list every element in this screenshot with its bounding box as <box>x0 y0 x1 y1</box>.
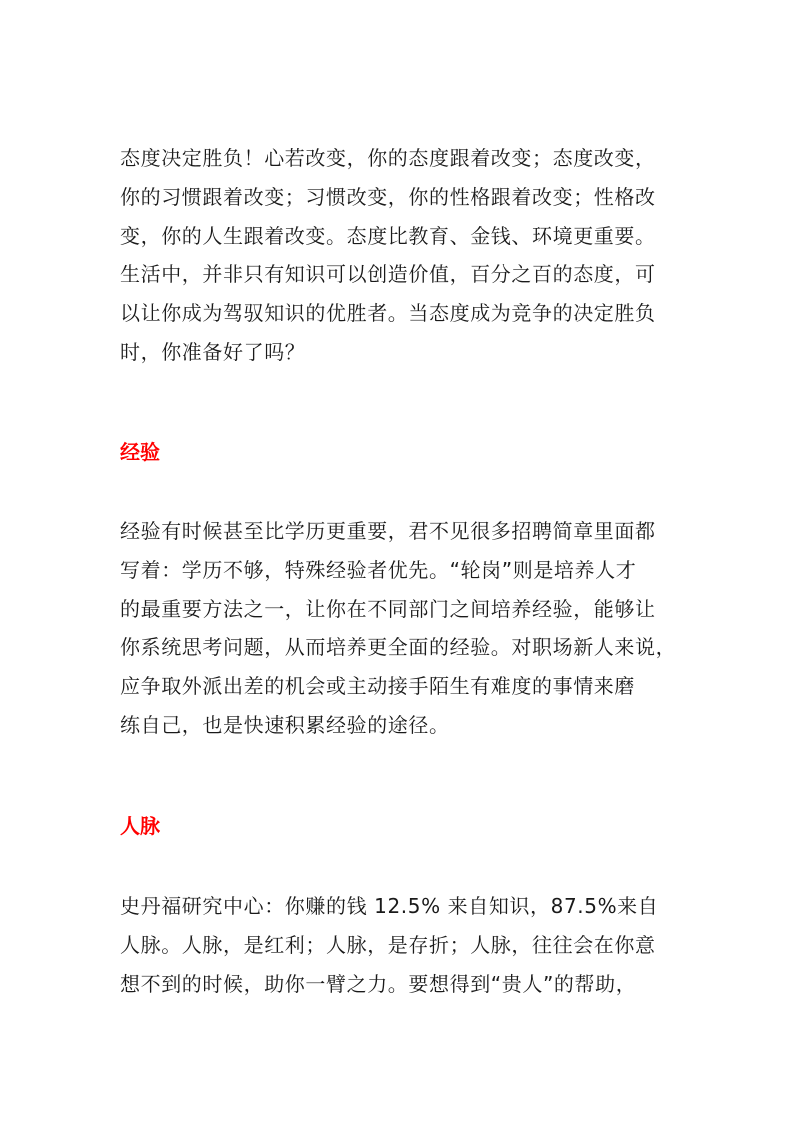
text-line: 经验有时候甚至比学历更重要，君不见很多招聘简章里面都 <box>120 519 656 543</box>
text-line: 你系统思考问题，从而培养更全面的经验。对职场新人来说， <box>120 635 677 660</box>
text-line: 的最重要方法之一，让你在不同部门之间培养经验，能够让 <box>120 596 656 621</box>
text-line: 以让你成为驾驭知识的优胜者。当态度成为竞争的决定胜负 <box>120 301 656 326</box>
section-heading-experience: 经验 <box>120 440 160 464</box>
text-line: 时，你准备好了吗？ <box>120 339 306 364</box>
text-line: 变，你的人生跟着改变。态度比教育、金钱、环境更重要。 <box>120 223 656 248</box>
paragraph-attitude <box>120 139 656 372</box>
text-line: 生活中，并非只有知识可以创造价值，百分之百的态度，可 <box>120 262 656 287</box>
text-line: 人脉。人脉，是红利；人脉，是存折；人脉，往往会在你意 <box>120 932 656 957</box>
text-line: 态度决定胜负！心若改变，你的态度跟着改变；态度改变， <box>120 146 656 170</box>
text-line: 想不到的时候，助你一臂之力。要想得到“贵人”的帮助， <box>120 971 637 996</box>
paragraph-experience <box>120 512 676 745</box>
text-line: 应争取外派出差的机会或主动接手陌生有难度的事情来磨 <box>120 674 635 699</box>
text-line: 你的习惯跟着改变；习惯改变，你的性格跟着改变；性格改 <box>120 184 656 209</box>
text-line: 写着：学历不够，特殊经验者优先。“轮岗”则是培养人才 <box>120 557 637 582</box>
paragraph-connections <box>120 887 658 1003</box>
section-heading-connections: 人脉 <box>120 814 160 838</box>
text-line: 史丹福研究中心：你赚的钱 12.5% 来自知识，87.5%来自 <box>120 894 659 918</box>
text-line: 练自己，也是快速积累经验的途径。 <box>120 712 450 737</box>
